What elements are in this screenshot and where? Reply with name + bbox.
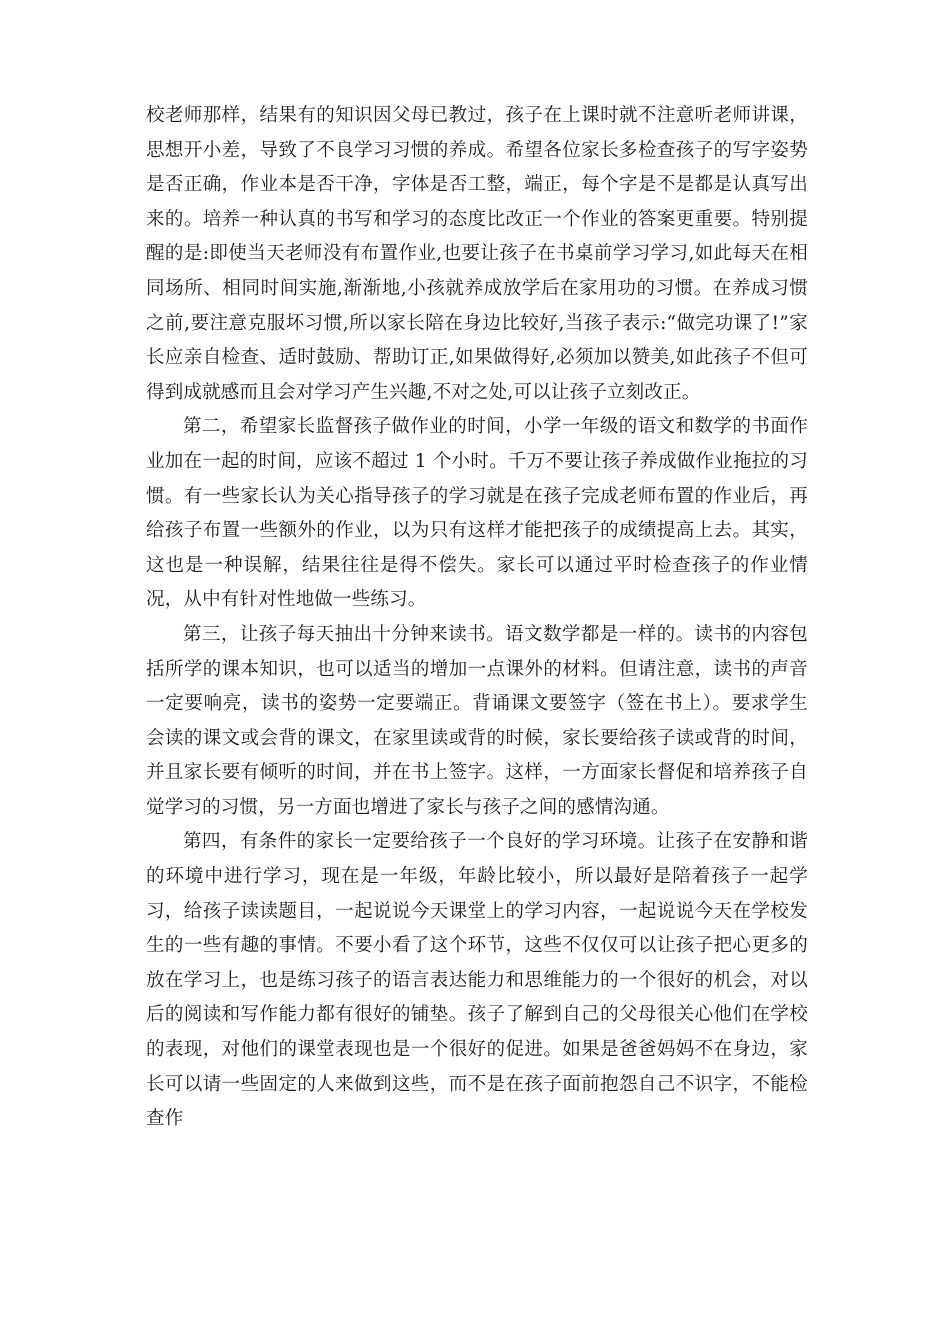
paragraph-third-point: 第三，让孩子每天抽出十分钟来读书。语文数学都是一样的。读书的内容包括所学的课本知识，也可以适当的增加一点课外的材料。但请注意，读书的声音一定要响亮，读书的姿势一定要端正。背诵课文要签字（签在书上）。要求学生会读的课文或会背的课文，在家里读或背的时候，家长要给孩子读或背的时间，并且家长要有倾听的时间，并在书上签字。这样，一方面家长督促和培养孩子自觉学习的习惯，另一方面也增进了家长与孩子之间的感情沟通。	[146, 623, 808, 818]
document-body	[146, 99, 808, 1137]
paragraph-second-point: 第二，希望家长监督孩子做作业的时间，小学一年级的语文和数学的书面作业加在一起的时间，应该不超过 1 个小时。千万不要让孩子养成做作业拖拉的习惯。有一些家长认为关心指导孩子的学习就是在孩子完成老师布置的作业后，再给孩子布置一些额外的作业，以为只有这样才能把孩子的成绩提高上去。其实，这也是一种误解，结果往往是得不偿失。家长可以通过平时检查孩子的作业情况，从中有针对性地做一些练习。	[146, 416, 808, 611]
paragraph-continuation: 校老师那样，结果有的知识因父母已教过，孩子在上课时就不注意听老师讲课，思想开小差，导致了不良学习习惯的养成。希望各位家长多检查孩子的写字姿势是否正确，作业本是否干净，字体是否工整，端正，每个字是不是都是认真写出来的。培养一种认真的书写和学习的态度比改正一个作业的答案更重要。特别提醒的是:即使当天老师没有布置作业,也要让孩子在书桌前学习学习,如此每天在相同场所、相同时间实施,渐渐地,小孩就养成放学后在家用功的习惯。在养成习惯之前,要注意克服坏习惯,所以家长陪在身边比较好,当孩子表示:“做完功课了!”家长应亲自检查、适时鼓励、帮助订正,如果做得好,必须加以赞美,如此孩子不但可得到成就感而且会对学习产生兴趣,不对之处,可以让孩子立刻改正。	[146, 105, 808, 403]
paragraph-fourth-point: 第四，有条件的家长一定要给孩子一个良好的学习环境。让孩子在安静和谐的环境中进行学习，现在是一年级，年龄比较小，所以最好是陪着孩子一起学习，给孩子读读题目，一起说说今天课堂上的学习内容，一起说说今天在学校发生的一些有趣的事情。不要小看了这个环节，这些不仅仅可以让孩子把心更多的放在学习上，也是练习孩子的语言表达能力和思维能力的一个很好的机会，对以后的阅读和写作能力都有很好的铺垫。孩子了解到自己的父母很关心他们在学校的表现，对他们的课堂表现也是一个很好的促进。如果是爸爸妈妈不在身边，家长可以请一些固定的人来做到这些，而不是在孩子面前抱怨自己不识字，不能检查作	[146, 831, 808, 1130]
